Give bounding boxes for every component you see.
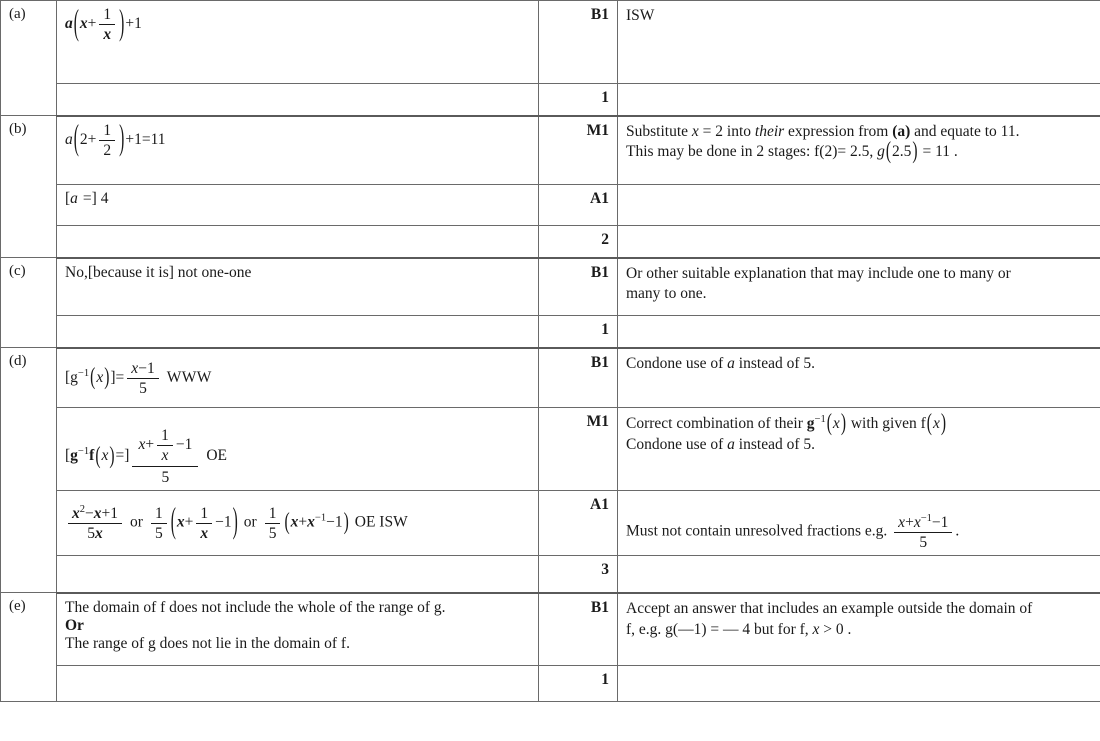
bracket-open: [: [65, 190, 71, 207]
numerator: 1: [151, 505, 167, 524]
numerator: 1: [157, 427, 173, 446]
denominator: 5: [919, 534, 928, 552]
paren-open-icon: (: [885, 138, 892, 165]
paren-close-icon: ): [912, 138, 918, 165]
fraction-answer-1: [68, 504, 122, 542]
function-g: g: [70, 447, 78, 465]
table-row: [1, 226, 1100, 258]
paren-close-icon: ): [109, 442, 115, 469]
text: Substitute: [626, 122, 692, 140]
table-row: [1, 316, 1100, 348]
numerator: 1: [196, 505, 212, 524]
working-cell-a-b1: [57, 1, 539, 84]
exponent-inverse: −1: [814, 414, 826, 425]
denominator: x: [161, 447, 169, 465]
guidance-cell-a-b1: ISW: [618, 1, 1100, 84]
paren-open-icon-2: (: [284, 509, 290, 536]
symbol-x: x: [72, 505, 80, 523]
working-cell-d-total: [57, 556, 539, 593]
working-cell-b-total: [57, 226, 539, 258]
text: Condone use of: [626, 436, 728, 454]
part-label-d: (d): [1, 348, 57, 593]
value-one: 1: [184, 436, 193, 454]
working-cell-d-b1: [57, 348, 539, 408]
expression-d-final: [65, 496, 408, 542]
table-row: [1, 1, 1100, 84]
operator-minus: −: [138, 359, 147, 377]
function-g: g: [70, 368, 78, 386]
exponent-inverse: −1: [77, 367, 90, 379]
value-two: 2: [79, 130, 88, 148]
text: = 11 .: [918, 143, 958, 161]
exponent-inverse: −1: [314, 512, 327, 524]
guidance-cell-e-b1: [618, 593, 1100, 666]
denominator: 5: [161, 469, 170, 487]
working-line-3: The range of g does not lie in the domain of f.: [65, 634, 350, 652]
mark-cell-d-m1: M1: [539, 408, 618, 491]
guidance-cell-c-total: [618, 316, 1100, 348]
operator-plus: +: [298, 513, 308, 531]
value-2point5: 2.5: [892, 143, 912, 161]
guidance-line-1: [626, 409, 1092, 437]
guidance-line-2: [626, 620, 1092, 641]
value-one: 1: [334, 513, 343, 531]
fraction-x-minus-1-over-5: [127, 360, 158, 397]
expression-b-answer: [65, 190, 108, 207]
exponent-inverse: −1: [77, 445, 90, 457]
text: expression from: [784, 122, 893, 140]
operator-plus: +: [87, 130, 97, 148]
expression-d-composite: [65, 413, 227, 486]
guidance-cell-d-m1: [618, 408, 1100, 491]
operator-minus: −: [931, 514, 941, 532]
symbol-x: x: [898, 514, 906, 532]
bracket-close: ]: [110, 368, 116, 386]
emphasis-their: their: [754, 122, 785, 140]
annotation-oe-isw: OE ISW: [354, 513, 408, 531]
numerator: 1: [265, 505, 281, 524]
period: .: [955, 522, 960, 540]
symbol-x: x: [101, 447, 109, 465]
operator-minus: −: [175, 436, 185, 454]
symbol-x-inv: x: [913, 514, 921, 532]
fraction-one-fifth-2: [265, 505, 281, 542]
working-line-1: The domain of f does not include the whole of the range of g.: [65, 598, 446, 616]
fraction-one-half: [99, 122, 115, 159]
value-one: 1: [146, 359, 155, 377]
symbol-x-inv: x: [307, 513, 315, 531]
fraction-one-over-x: [157, 427, 173, 464]
mark-cell-b-total: 2: [539, 226, 618, 258]
annotation-www: WWW: [166, 368, 212, 386]
working-cell-d-a1: [57, 491, 539, 556]
symbol-x: x: [176, 513, 185, 531]
text: and equate to 11.: [910, 122, 1020, 140]
guidance-cell-d-total: [618, 556, 1100, 593]
text: > 0 .: [819, 620, 852, 638]
numerator: 1: [99, 122, 115, 141]
operator-minus: −: [215, 513, 224, 531]
fraction-one-over-x: [196, 505, 212, 542]
denominator: x: [200, 524, 209, 542]
constant-one: 1: [134, 130, 142, 148]
guidance-line-2: [626, 435, 1092, 456]
function-f: f: [89, 447, 95, 465]
paren-open-icon: (: [73, 3, 79, 43]
expression-a: [65, 3, 142, 44]
working-cell-b-m1: [57, 116, 539, 185]
mark-cell-c-b1: B1: [539, 258, 618, 316]
expression-d-ginverse: [65, 354, 212, 397]
paren-open-icon: (: [826, 409, 832, 437]
paren-open-icon: (: [90, 364, 96, 391]
conjunction-or-1: or: [130, 513, 143, 531]
function-g: g: [877, 143, 885, 161]
mark-cell-d-a1: A1: [539, 491, 618, 556]
table-row: [1, 491, 1100, 556]
bracket-open: [: [65, 447, 71, 465]
table-row: [1, 666, 1100, 702]
denominator: 5: [139, 379, 147, 397]
mark-cell-e-total: 1: [539, 666, 618, 702]
operator-plus: +: [145, 436, 155, 454]
numerator: [894, 513, 952, 533]
symbol-a: a: [727, 436, 735, 454]
text: instead of 5.: [734, 354, 815, 372]
paren-close-icon: ): [104, 364, 110, 391]
symbol-x-2: x: [932, 415, 940, 433]
guidance-line-2: many to one.: [626, 285, 707, 303]
symbol-x-2: x: [93, 505, 102, 523]
table-row: [1, 348, 1100, 408]
paren-open-icon-2: (: [926, 409, 932, 437]
function-f: f: [920, 415, 926, 433]
paren-close-icon-2: ): [343, 509, 349, 536]
working-cell-e-b1: [57, 593, 539, 666]
numerator: [127, 360, 158, 379]
table-row: [1, 116, 1100, 185]
table-row: [1, 258, 1100, 316]
guidance-cell-b-m1: [618, 116, 1100, 185]
denominator: 2: [103, 141, 112, 159]
numerator: [132, 427, 198, 467]
table-row: [1, 408, 1100, 491]
part-label-c: (c): [1, 258, 57, 348]
working-cell-a-total: [57, 84, 539, 116]
paren-open-icon: (: [73, 119, 79, 159]
text: with given: [846, 415, 921, 433]
operator-minus: −: [326, 513, 335, 531]
numerator: [68, 504, 122, 524]
mark-cell-c-total: 1: [539, 316, 618, 348]
table-row: [1, 84, 1100, 116]
operator-plus: +: [101, 505, 111, 523]
symbol-x: x: [95, 525, 103, 543]
working-cell-c-total: [57, 316, 539, 348]
working-cell-c-b1: No,[because it is] not one-one: [57, 258, 539, 316]
denominator: 5: [268, 524, 277, 542]
text: This may be done in 2 stages: f(2)= 2.5,: [626, 143, 878, 161]
working-cell-e-total: [57, 666, 539, 702]
paren-close-icon: ): [840, 409, 846, 437]
symbol-a: a: [65, 130, 73, 148]
mark-cell-a-b1: B1: [539, 1, 618, 84]
operator-equals: =: [115, 447, 125, 465]
guidance-cell-d-b1: [618, 348, 1100, 408]
text: = 2 into: [698, 122, 755, 140]
operator-plus-2: +: [125, 15, 135, 33]
ref-part-a: (a): [892, 122, 911, 140]
text: Condone use of: [626, 354, 728, 372]
guidance-cell-b-a1: [618, 185, 1100, 226]
working-cell-b-a1: [57, 185, 539, 226]
conjunction-or-2: or: [243, 513, 257, 531]
fraction-example: [894, 513, 952, 551]
part-label-b: (b): [1, 116, 57, 258]
mark-cell-b-a1: A1: [539, 185, 618, 226]
symbol-x: x: [138, 436, 146, 454]
symbol-x: x: [812, 620, 820, 638]
symbol-x: x: [79, 15, 88, 33]
exponent-inverse: −1: [920, 513, 932, 525]
symbol-x: x: [290, 513, 299, 531]
operator-minus: −: [85, 505, 94, 523]
text: instead of 5.: [734, 436, 815, 454]
table-row: [1, 185, 1100, 226]
guidance-cell-c-b1: [618, 258, 1100, 316]
mark-cell-d-b1: B1: [539, 348, 618, 408]
operator-plus-2: +: [125, 130, 135, 148]
text: Correct combination of their: [626, 415, 807, 433]
guidance-line-1: Accept an answer that includes an example outside the domain of: [626, 599, 1033, 617]
guidance-cell-d-a1: [618, 491, 1100, 556]
expression-b: [65, 119, 166, 159]
mark-cell-d-total: 3: [539, 556, 618, 593]
guidance-cell-a-total: [618, 84, 1100, 116]
guidance-cell-e-total: [618, 666, 1100, 702]
value-eleven: 11: [150, 130, 166, 148]
part-label-e: (e): [1, 593, 57, 702]
text: Must not contain unresolved fractions e.g.: [626, 522, 892, 540]
bracket-open: [: [65, 368, 71, 386]
operator-plus: +: [184, 513, 194, 531]
symbol-a: a: [727, 354, 735, 372]
nested-fraction: [132, 427, 198, 486]
operator-plus: +: [87, 15, 97, 33]
paren-open-icon: (: [170, 502, 176, 542]
paren-close-icon: ): [119, 119, 125, 159]
paren-close-icon: ): [232, 502, 238, 542]
mark-cell-a-total: 1: [539, 84, 618, 116]
exponent-two: 2: [79, 504, 86, 516]
numerator: 1: [99, 6, 115, 25]
mark-cell-b-m1: M1: [539, 116, 618, 185]
paren-close-icon: ): [119, 3, 125, 43]
mark-cell-e-b1: B1: [539, 593, 618, 666]
part-label-a: (a): [1, 1, 57, 116]
fraction-one-over-x: [99, 6, 115, 43]
symbol-x: x: [691, 122, 699, 140]
denominator: x: [103, 26, 112, 44]
symbol-x: x: [96, 368, 104, 386]
guidance-line-1: [626, 122, 1092, 143]
denominator: 5: [154, 524, 163, 542]
symbol-x: x: [832, 415, 840, 433]
denominator: [68, 524, 122, 542]
working-cell-d-m1: [57, 408, 539, 491]
guidance-line-1: Or other suitable explanation that may include one to many or: [626, 264, 1011, 282]
paren-open-icon: (: [95, 442, 101, 469]
value-one: 1: [223, 513, 232, 531]
text: f, e.g. g(—1) = — 4 but for f,: [626, 620, 813, 638]
table-row: [1, 593, 1100, 666]
annotation-oe: OE: [206, 447, 228, 465]
paren-close-icon-2: ): [940, 409, 947, 437]
symbol-x: x: [131, 359, 139, 377]
guidance-line-2: [626, 138, 1092, 165]
guidance-cell-b-total: [618, 226, 1100, 258]
value-one: 1: [940, 514, 949, 532]
symbol-a: a: [70, 190, 78, 207]
operator-plus: +: [905, 514, 914, 532]
working-line-2-or: Or: [65, 616, 84, 634]
value-one: 1: [110, 505, 119, 523]
operator-equals: =: [141, 130, 151, 148]
operator-equals: =: [82, 190, 92, 207]
table-row: [1, 556, 1100, 593]
constant-one: 1: [134, 15, 142, 33]
symbol-a: a: [65, 15, 73, 33]
answer-value: ] 4: [91, 190, 109, 207]
function-g: g: [806, 415, 815, 433]
fraction-one-fifth-1: [151, 505, 167, 542]
operator-equals: =: [115, 368, 125, 386]
value-five: 5: [87, 525, 95, 543]
bracket-close: ]: [124, 447, 130, 465]
